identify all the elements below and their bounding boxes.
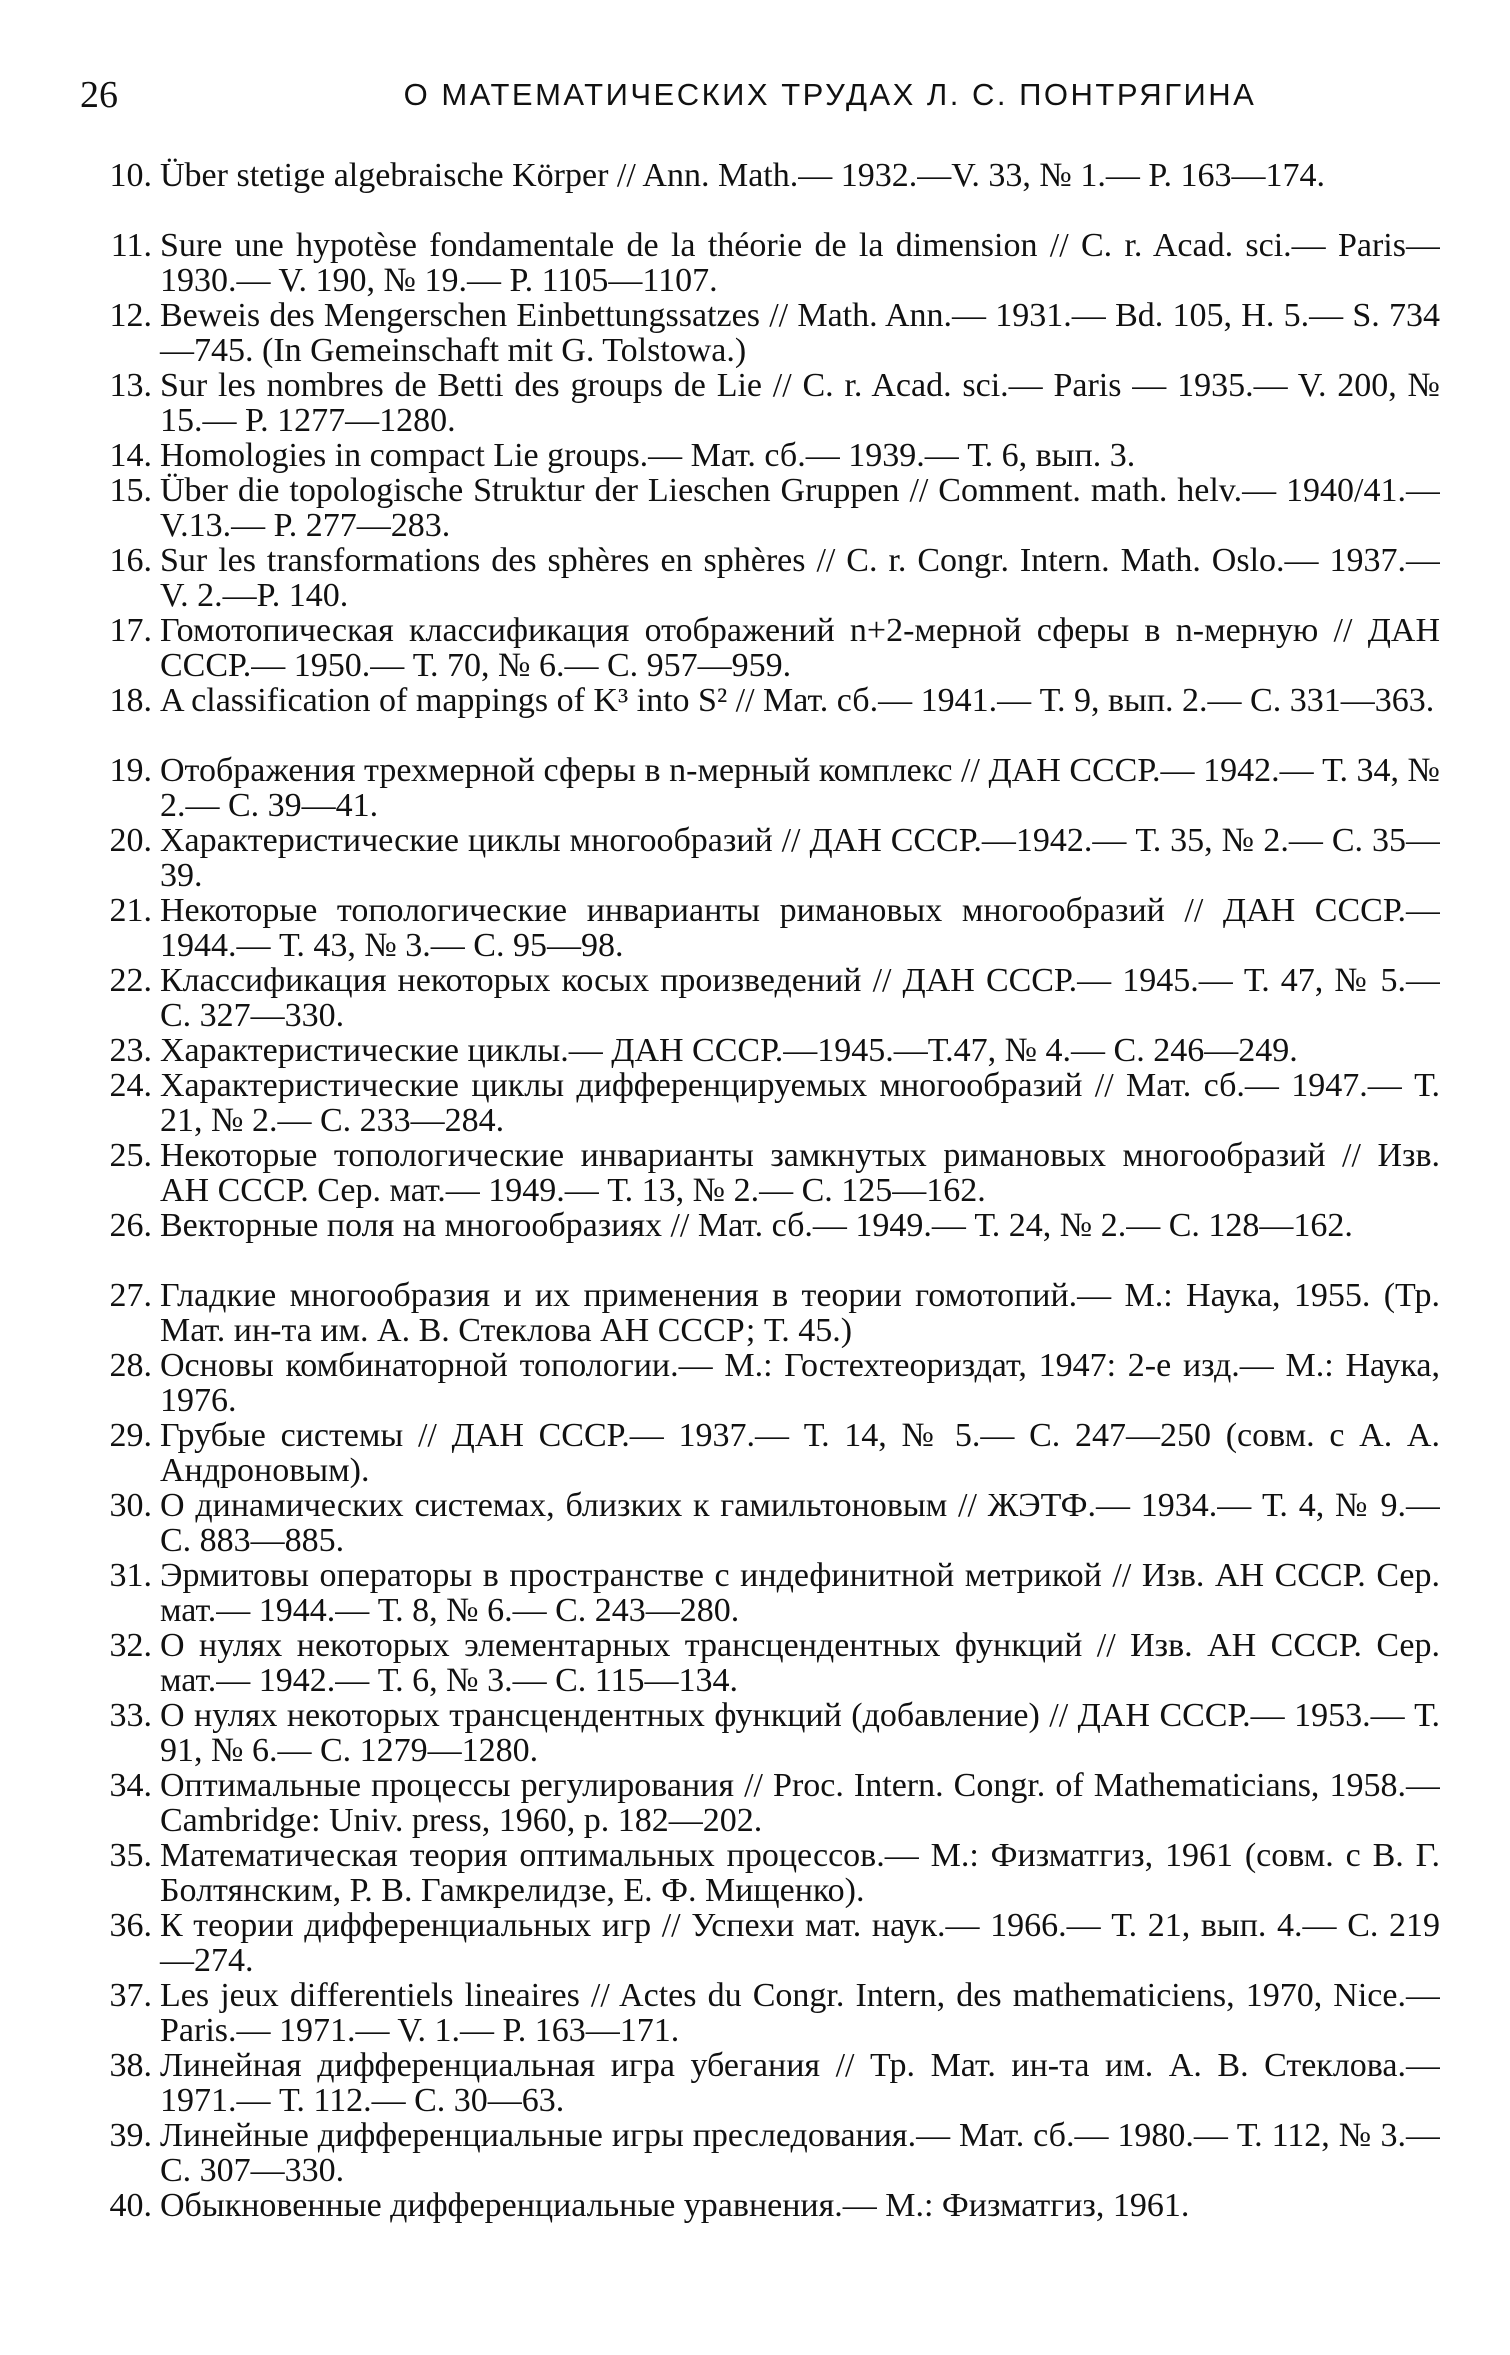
reference-number: 37. — [109, 1978, 152, 2014]
reference-text: Линейные дифференциальные игры преследования.— Мат. сб.— 1980.— Т. 112, № 3.— С. 307—330. — [160, 2118, 1440, 2188]
reference-number: 21. — [109, 893, 152, 929]
reference-text: Линейная дифференциальная игра убегания // Тр. Мат. ин-та им. А. В. Стеклова.— 1971.— Т. 112.— С. 30—63. — [160, 2048, 1440, 2118]
reference-text: О нулях некоторых элементарных трансцендентных функций // Изв. АН СССР. Сер. мат.— 1942.— Т. 6, № 3.— С. 115—134. — [160, 1628, 1440, 1698]
reference-item — [90, 1628, 1440, 1698]
reference-number: 39. — [109, 2118, 152, 2154]
reference-number: 33. — [109, 1698, 152, 1734]
reference-number: 18. — [109, 683, 152, 719]
reference-number: 20. — [109, 823, 152, 859]
reference-number: 40. — [109, 2188, 152, 2223]
reference-item — [90, 1208, 1440, 1278]
reference-text: Грубые системы // ДАН СССР.— 1937.— Т. 14, № 5.— С. 247—250 (совм. с А. А. Андроновым). — [160, 1418, 1440, 1488]
reference-number: 36. — [109, 1908, 152, 1944]
reference-text: Эрмитовы операторы в пространстве с индефинитной метрикой // Изв. АН СССР. Сер. мат.— 1944.— Т. 8, № 6.— С. 243—280. — [160, 1558, 1440, 1628]
reference-number: 25. — [109, 1138, 152, 1174]
reference-item — [90, 753, 1440, 823]
reference-item — [90, 1838, 1440, 1908]
reference-number: 24. — [109, 1068, 152, 1104]
reference-number: 17. — [109, 613, 152, 649]
reference-number: 32. — [109, 1628, 152, 1664]
reference-item — [90, 1418, 1440, 1488]
reference-item — [90, 1978, 1440, 2048]
reference-number: 26. — [109, 1208, 152, 1244]
reference-item — [90, 473, 1440, 543]
reference-item — [90, 1068, 1440, 1138]
reference-text: О нулях некоторых трансцендентных функций (добавление) // ДАН СССР.— 1953.— Т. 91, № 6.— С. 1279—1280. — [160, 1698, 1440, 1768]
reference-item — [90, 1698, 1440, 1768]
reference-number: 11. — [110, 228, 152, 264]
reference-text: О динамических системах, близких к гамильтоновым // ЖЭТФ.— 1934.— Т. 4, № 9.— С. 883—885. — [160, 1488, 1440, 1558]
reference-item — [90, 298, 1440, 368]
reference-item — [90, 2118, 1440, 2188]
reference-text: Векторные поля на многообразиях // Мат. сб.— 1949.— Т. 24, № 2.— С. 128—162. — [160, 1208, 1353, 1244]
reference-text: Характеристические циклы многообразий // ДАН СССР.—1942.— Т. 35, № 2.— С. 35—39. — [160, 823, 1440, 893]
reference-text: Beweis des Mengerschen Einbettungssatzes // Math. Ann.— 1931.— Bd. 105, H. 5.— S. 734—745. (In Gemeinschaft mit G. Tolstowa.) — [160, 298, 1440, 368]
reference-item — [90, 1558, 1440, 1628]
reference-number: 27. — [109, 1278, 152, 1314]
reference-item — [90, 1768, 1440, 1838]
reference-number: 29. — [109, 1418, 152, 1454]
reference-text: Sur les nombres de Betti des groups de Lie // C. r. Acad. sci.— Paris — 1935.— V. 200, № 15.— P. 1277—1280. — [160, 368, 1440, 438]
reference-item — [90, 543, 1440, 613]
reference-number: 14. — [109, 438, 152, 473]
running-title: О МАТЕМАТИЧЕСКИХ ТРУДАХ Л. С. ПОНТРЯГИНА — [403, 77, 1257, 112]
page-number: 26 — [80, 74, 118, 116]
reference-number: 31. — [109, 1558, 152, 1594]
reference-text: Некоторые топологические инварианты замкнутых римановых многообразий // Изв. АН СССР. Сер. мат.— 1949.— Т. 13, № 2.— С. 125—162. — [160, 1138, 1440, 1208]
reference-text: Основы комбинаторной топологии.— М.: Гостехтеориздат, 1947: 2-е изд.— М.: Наука, 1976. — [160, 1348, 1440, 1418]
reference-item — [90, 2188, 1440, 2223]
reference-number: 23. — [109, 1033, 152, 1068]
reference-item — [90, 228, 1440, 298]
reference-item — [90, 963, 1440, 1033]
reference-number: 35. — [109, 1838, 152, 1874]
reference-text: Оптимальные процессы регулирования // Proc. Intern. Congr. of Mathematicians, 1958.— Cambridge: Univ. press, 1960, p. 182—202. — [160, 1768, 1440, 1838]
reference-number: 15. — [109, 473, 152, 509]
page-header — [80, 70, 1450, 120]
reference-item — [90, 1138, 1440, 1208]
reference-text: Гладкие многообразия и их применения в теории гомотопий.— М.: Наука, 1955. (Тр. Мат. ин-та им. А. В. Стеклова АН СССР; Т. 45.) — [160, 1278, 1440, 1348]
reference-item — [90, 158, 1440, 228]
reference-item — [90, 1488, 1440, 1558]
reference-number: 10. — [109, 158, 152, 194]
reference-item — [90, 1908, 1440, 1978]
reference-number: 28. — [109, 1348, 152, 1384]
reference-text: Гомотопическая классификация отображений n+2-мерной сферы в n-мерную // ДАН СССР.— 1950.— Т. 70, № 6.— С. 957—959. — [160, 613, 1440, 683]
reference-list — [90, 158, 1440, 2223]
reference-item — [90, 368, 1440, 438]
reference-number: 13. — [109, 368, 152, 404]
reference-number: 16. — [109, 543, 152, 579]
reference-item — [90, 1278, 1440, 1348]
reference-number: 34. — [109, 1768, 152, 1804]
reference-text: Классификация некоторых косых произведений // ДАН СССР.— 1945.— Т. 47, № 5.— С. 327—330. — [160, 963, 1440, 1033]
reference-item — [90, 1033, 1440, 1068]
reference-number: 19. — [109, 753, 152, 789]
reference-text: К теории дифференциальных игр // Успехи мат. наук.— 1966.— Т. 21, вып. 4.— С. 219—274. — [160, 1908, 1440, 1978]
reference-text: Характеристические циклы.— ДАН СССР.—1945.—Т.47, № 4.— С. 246—249. — [160, 1033, 1298, 1068]
reference-item — [90, 613, 1440, 683]
reference-text: Обыкновенные дифференциальные уравнения.— М.: Физматгиз, 1961. — [160, 2188, 1190, 2223]
reference-text: Отображения трехмерной сферы в n-мерный комплекс // ДАН СССР.— 1942.— Т. 34, № 2.— С. 39—41. — [160, 753, 1440, 823]
reference-item — [90, 893, 1440, 963]
reference-item — [90, 683, 1440, 753]
reference-text: Sur les transformations des sphères en sphères // C. r. Congr. Intern. Math. Oslo.— 1937.— V. 2.—P. 140. — [160, 543, 1440, 613]
reference-number: 12. — [109, 298, 152, 334]
reference-number: 30. — [109, 1488, 152, 1524]
reference-text: A classification of mappings of K³ into S² // Мат. сб.— 1941.— Т. 9, вып. 2.— С. 331—363. — [160, 683, 1435, 719]
reference-text: Характеристические циклы дифференцируемых многообразий // Мат. сб.— 1947.— Т. 21, № 2.— С. 233—284. — [160, 1068, 1440, 1138]
reference-text: Некоторые топологические инварианты римановых многообразий // ДАН СССР.— 1944.— Т. 43, № 3.— С. 95—98. — [160, 893, 1440, 963]
reference-text: Sure une hypotèse fondamentale de la théorie de la dimension // C. r. Acad. sci.— Paris— 1930.— V. 190, № 19.— P. 1105—1107. — [160, 228, 1440, 298]
reference-item — [90, 823, 1440, 893]
reference-text: Über die topologische Struktur der Lieschen Gruppen // Comment. math. helv.— 1940/41.— V.13.— P. 277—283. — [160, 473, 1440, 543]
reference-number: 22. — [109, 963, 152, 999]
reference-text: Homologies in compact Lie groups.— Мат. сб.— 1939.— Т. 6, вып. 3. — [160, 438, 1136, 473]
reference-text: Математическая теория оптимальных процессов.— М.: Физматгиз, 1961 (совм. с В. Г. Болтянским, Р. В. Гамкрелидзе, Е. Ф. Мищенко). — [160, 1838, 1440, 1908]
reference-item — [90, 2048, 1440, 2118]
reference-text: Les jeux differentiels lineaires // Actes du Congr. Intern, des mathematiciens, 1970, Nice.— Paris.— 1971.— V. 1.— P. 163—171. — [160, 1978, 1440, 2048]
reference-number: 38. — [109, 2048, 152, 2084]
reference-item — [90, 438, 1440, 473]
reference-item — [90, 1348, 1440, 1418]
reference-text: Über stetige algebraische Körper // Ann. Math.— 1932.—V. 33, № 1.— P. 163—174. — [160, 158, 1325, 194]
